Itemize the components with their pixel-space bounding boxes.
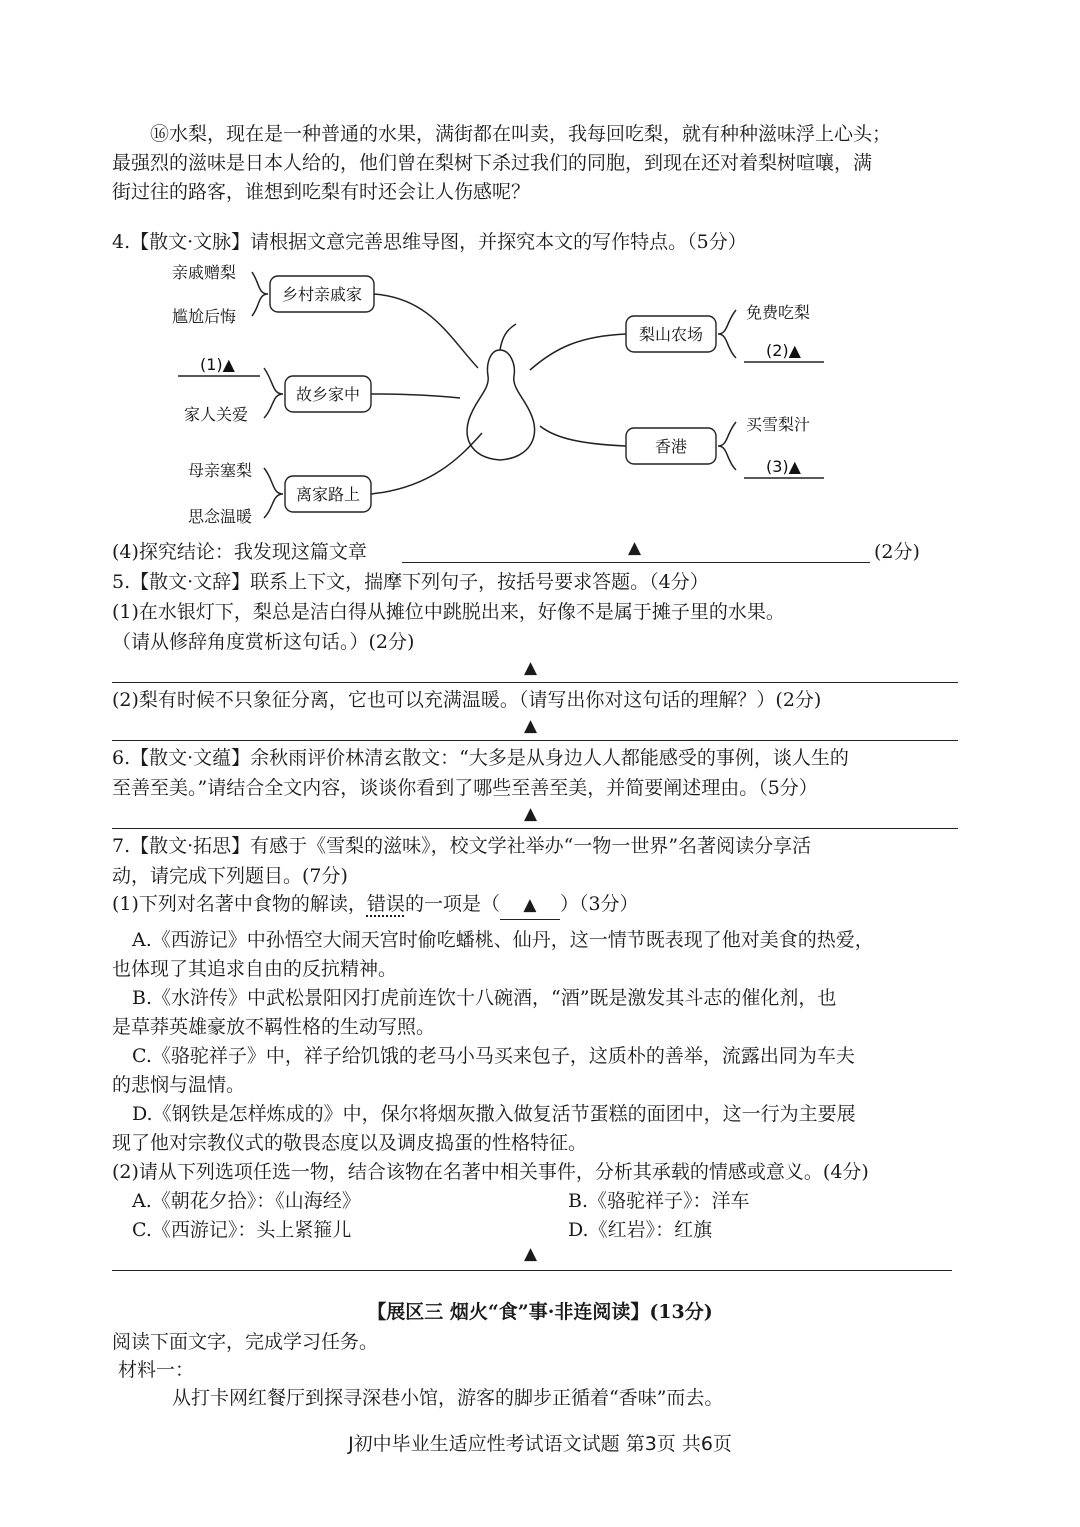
answer-blank-marker: ▲ [524,1244,538,1264]
score-label: (2分) [874,541,920,563]
question-5-sub2: (2)梨有时候不只象征分离，它也可以充满温暖。（请写出你对这句话的理解？）(2分) [112,689,822,711]
question-7-sub1 [112,890,972,920]
mindmap-item: 尴尬后悔 [172,307,237,326]
question-7-line: 7.【散文·拓思】有感于《雪梨的滋味》，校文学社举办“一物一世界”名著阅读分享活 [112,835,812,857]
answer-line [112,828,958,829]
answer-line [112,682,958,683]
option-c-cont: 的悲悯与温情。 [112,1074,246,1096]
answer-blank-marker: ▲ [524,658,538,678]
mindmap-item: 免费吃梨 [746,303,811,322]
mindmap-node-label: 香港 [654,437,688,456]
option-a-cont: 也体现了其追求自由的反抗精神。 [112,958,398,980]
conclusion-prefix: (4)探究结论：我发现这篇文章 [112,541,367,563]
option-a: A.《西游记》中孙悟空大闹天宫时偷吃蟠桃、仙丹，这一情节既表现了他对美食的热爱， [132,929,874,951]
connector [371,433,482,494]
answer-blank-marker: ▲ [628,538,642,558]
brace [264,368,283,418]
pear-icon [467,324,535,460]
mindmap-item: (2)▲ [766,341,801,360]
section-heading: 【展区三 烟火“食”事·非连阅读】(13分) [367,1301,713,1323]
brace [252,272,268,316]
question-4-title: 4.【散文·文脉】请根据文意完善思维导图，并探究本文的写作特点。（5分） [112,231,747,253]
option-c: C.《骆驼祥子》中，祥子给饥饿的老马小马买来包子，这质朴的善举，流露出同为车夫 [132,1045,855,1067]
sub1-prefix: (1)下列对名著中食物的解读， [112,893,367,915]
page-footer: J初中毕业生适应性考试语文试题 第3页 共6页 [348,1433,732,1455]
answer-blank-marker: ▲ [524,804,538,824]
choice-d: D.《红岩》：红旗 [568,1219,713,1241]
answer-blank-marker: ▲ [524,716,538,736]
question-6-line: 至善至美。”请结合全文内容，谈谈你看到了哪些至善至美，并简要阐述理由。（5分） [112,777,818,799]
choice-b: B.《骆驼祥子》：洋车 [568,1190,750,1212]
sub1-suffix: ）（3分） [559,893,639,915]
connector [540,426,626,446]
choice-a: A.《朝花夕拾》：《山海经》 [132,1190,361,1212]
mindmap-item: 母亲塞梨 [188,461,253,480]
mindmap-node-label: 离家路上 [295,485,361,504]
mind-map [160,258,840,538]
question-5-sub1: (1)在水银灯下，梨总是洁白得从摊位中跳脱出来，好像不是属于摊子里的水果。 [112,601,785,623]
option-d-cont: 现了他对宗教仪式的敬畏态度以及调皮捣蛋的性格特征。 [112,1132,588,1154]
mindmap-item: 思念温暖 [188,507,253,526]
answer-line [112,1270,952,1271]
choice-answer-blank: ▲ [500,891,560,920]
question-5-title: 5.【散文·文辞】联系上下文，揣摩下列句子，按括号要求答题。（4分） [112,571,709,593]
brace [718,422,736,470]
mindmap-item: 家人关爱 [184,405,249,424]
passage-line: ⑯水梨，现在是一种普通的水果，满街都在叫卖，我每回吃梨，就有种种滋味浮上心头； [150,123,892,145]
answer-line [402,562,870,563]
passage-line: 最强烈的滋味是日本人给的，他们曾在梨树下杀过我们的同胞，到现在还对着梨树喧嚷，满 [112,152,873,174]
mindmap-item: (1)▲ [200,355,235,374]
connector [371,394,460,398]
answer-line [112,740,958,741]
connector [530,334,626,370]
mindmap-item: (3)▲ [766,457,801,476]
mindmap-node-label: 乡村亲戚家 [281,285,363,304]
passage-line: 街过往的路客，谁想到吃梨有时还会让人伤感呢？ [112,181,531,203]
mindmap-item: 买雪梨汁 [746,415,811,434]
question-5-sub1-instruction: （请从修辞角度赏析这句话。）(2分) [112,631,415,653]
material-text: 从打卡网红餐厅到探寻深巷小馆，游客的脚步正循着“香味”而去。 [172,1387,724,1409]
connector [374,294,478,368]
question-6-line: 6.【散文·文蕴】余秋雨评价林清玄散文：“大多是从身边人人都能感受的事例，谈人生的 [112,747,849,769]
mindmap-node-label: 故乡家中 [295,385,361,404]
option-b-cont: 是草莽英雄豪放不羁性格的生动写照。 [112,1016,436,1038]
question-7-line: 动，请完成下列题目。(7分) [112,865,348,887]
brace [264,468,283,518]
mindmap-node-label: 梨山农场 [638,325,704,344]
choice-c: C.《西游记》：头上紧箍儿 [132,1219,352,1241]
option-d: D.《钢铁是怎样炼成的》中，保尔将烟灰撒入做复活节蛋糕的面团中，这一行为主要展 [132,1103,856,1125]
material-label: 材料一： [118,1359,195,1381]
brace [718,310,736,358]
sub1-mid: 的一项是（ [404,893,500,915]
question-7-sub2: (2)请从下列选项任选一物，结合该物在名著中相关事件，分析其承载的情感或意义。(4分) [112,1161,869,1183]
section-instruction: 阅读下面文字，完成学习任务。 [112,1331,379,1353]
mindmap-item: 亲戚赠梨 [172,263,237,282]
sub1-emphasis: 错误 [366,893,405,915]
option-b: B.《水浒传》中武松景阳冈打虎前连饮十八碗酒，“酒”既是激发其斗志的催化剂，也 [132,987,837,1009]
